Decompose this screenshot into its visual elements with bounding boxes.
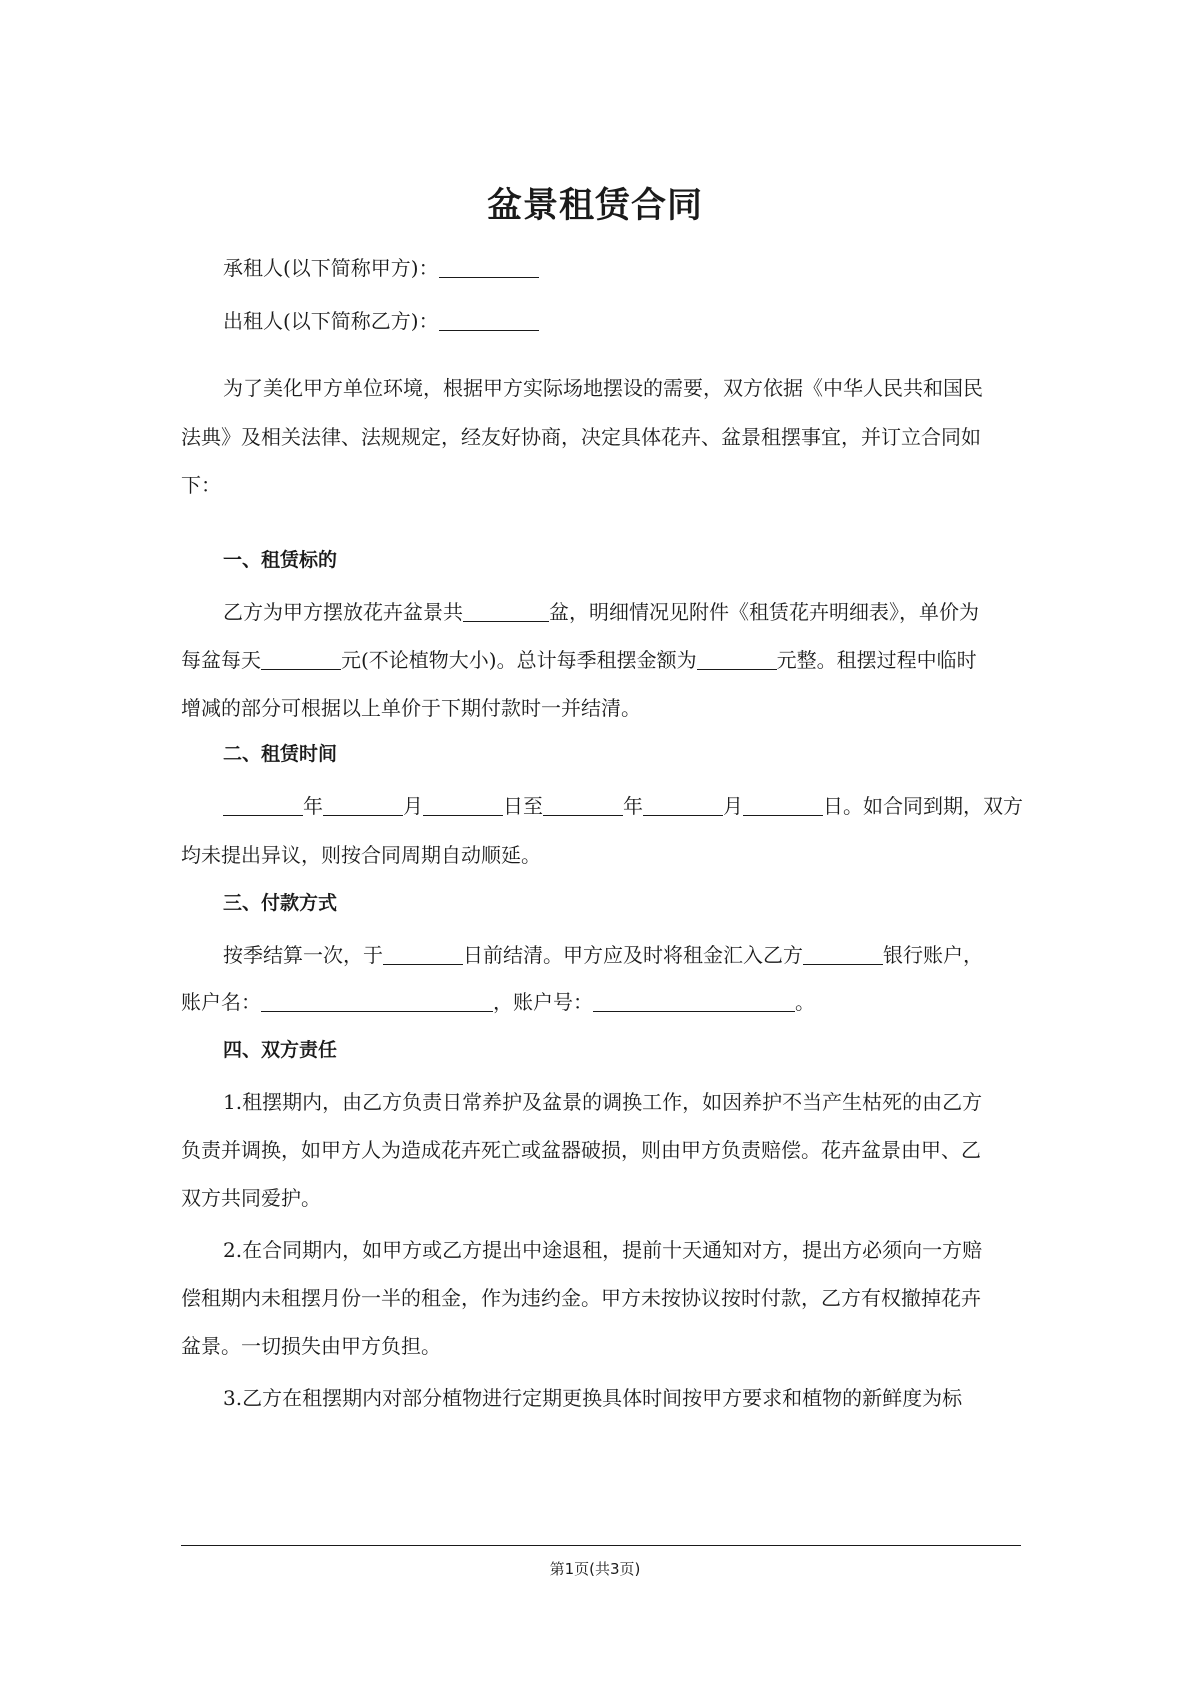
text-segment: 元(不论植物大小)。总计每季租摆金额为 [341,648,697,672]
unit-price-blank[interactable] [261,649,341,670]
section-1-line-2 [181,644,1021,673]
party-a-label: 承租人(以下简称甲方)： [223,256,439,280]
section-4-p2-line-3: 盆景。一切损失由甲方负担。 [181,1334,441,1358]
party-a-blank[interactable] [439,257,539,278]
party-b-label: 出租人(以下简称乙方)： [223,309,439,333]
section-3-line-2 [181,986,1021,1015]
text-segment: 日至 [503,794,543,818]
text-segment: 每盆每天 [181,648,261,672]
season-total-blank[interactable] [697,649,777,670]
end-month-blank[interactable] [643,795,723,816]
text-segment: 年 [303,794,323,818]
text-segment: 日前结清。甲方应及时将租金汇入乙方 [463,943,803,967]
text-segment: 银行账户， [883,943,983,967]
intro-line-2: 法典》及相关法律、法规规定，经友好协商，决定具体花卉、盆景租摆事宜，并订立合同如 [181,425,981,449]
section-3-heading: 三、付款方式 [223,892,338,914]
text-segment: 年 [623,794,643,818]
text-segment: 月 [403,794,423,818]
text-segment: 按季结算一次，于 [223,943,383,967]
section-3-line-1 [181,939,1063,968]
section-1-line-3: 增减的部分可根据以上单价于下期付款时一并结清。 [181,696,641,720]
account-name-blank[interactable] [261,991,493,1012]
footer-divider [181,1545,1021,1546]
section-4-p1-line-1: 1.租摆期内，由乙方负责日常养护及盆景的调换工作，如因养护不当产生枯死的由乙方 [223,1090,983,1114]
document-title: 盆景租赁合同 [486,186,703,226]
section-4-p1-line-3: 双方共同爱护。 [181,1186,321,1210]
text-segment: 账户名： [181,990,261,1014]
start-year-blank[interactable] [223,795,303,816]
party-b-blank[interactable] [439,310,539,331]
section-4-p2-line-2: 偿租期内未租摆月份一半的租金，作为违约金。甲方未按协议按时付款，乙方有权撤掉花卉 [181,1286,981,1310]
section-2-line-2: 均未提出异议，则按合同周期自动顺延。 [181,843,541,867]
intro-line-1: 为了美化甲方单位环境，根据甲方实际场地摆设的需要，双方依据《中华人民共和国民 [223,376,983,400]
section-2-line-1 [181,790,1063,819]
section-4-p1-line-2: 负责并调换，如甲方人为造成花卉死亡或盆器破损，则由甲方负责赔偿。花卉盆景由甲、乙 [181,1138,981,1162]
payment-day-blank[interactable] [383,944,463,965]
start-month-blank[interactable] [323,795,403,816]
party-a-line [181,252,1063,281]
party-b-line [181,305,1063,334]
account-number-blank[interactable] [593,991,795,1012]
pot-count-blank[interactable] [463,601,549,622]
text-segment: 日。如合同到期，双方 [823,794,1023,818]
text-segment: 盆，明细情况见附件《租赁花卉明细表》，单价为 [549,600,979,624]
section-2-heading: 二、租赁时间 [223,743,338,765]
text-segment: 月 [723,794,743,818]
text-segment: 。 [795,990,815,1014]
section-1-heading: 一、租赁标的 [223,549,338,571]
section-1-line-1 [181,596,1063,625]
end-year-blank[interactable] [543,795,623,816]
start-day-blank[interactable] [423,795,503,816]
page-number: 第1页(共3页) [549,1560,641,1578]
bank-name-blank[interactable] [803,944,883,965]
intro-line-3: 下： [181,473,221,497]
text-segment: ，账户号： [493,990,593,1014]
section-4-p2-line-1: 2.在合同期内，如甲方或乙方提出中途退租，提前十天通知对方，提出方必须向一方赔 [223,1238,983,1262]
section-4-heading: 四、双方责任 [223,1039,338,1061]
end-day-blank[interactable] [743,795,823,816]
section-4-p3-line-1: 3.乙方在租摆期内对部分植物进行定期更换具体时间按甲方要求和植物的新鲜度为标 [223,1386,963,1410]
text-segment: 乙方为甲方摆放花卉盆景共 [223,600,463,624]
text-segment: 元整。租摆过程中临时 [776,648,977,672]
